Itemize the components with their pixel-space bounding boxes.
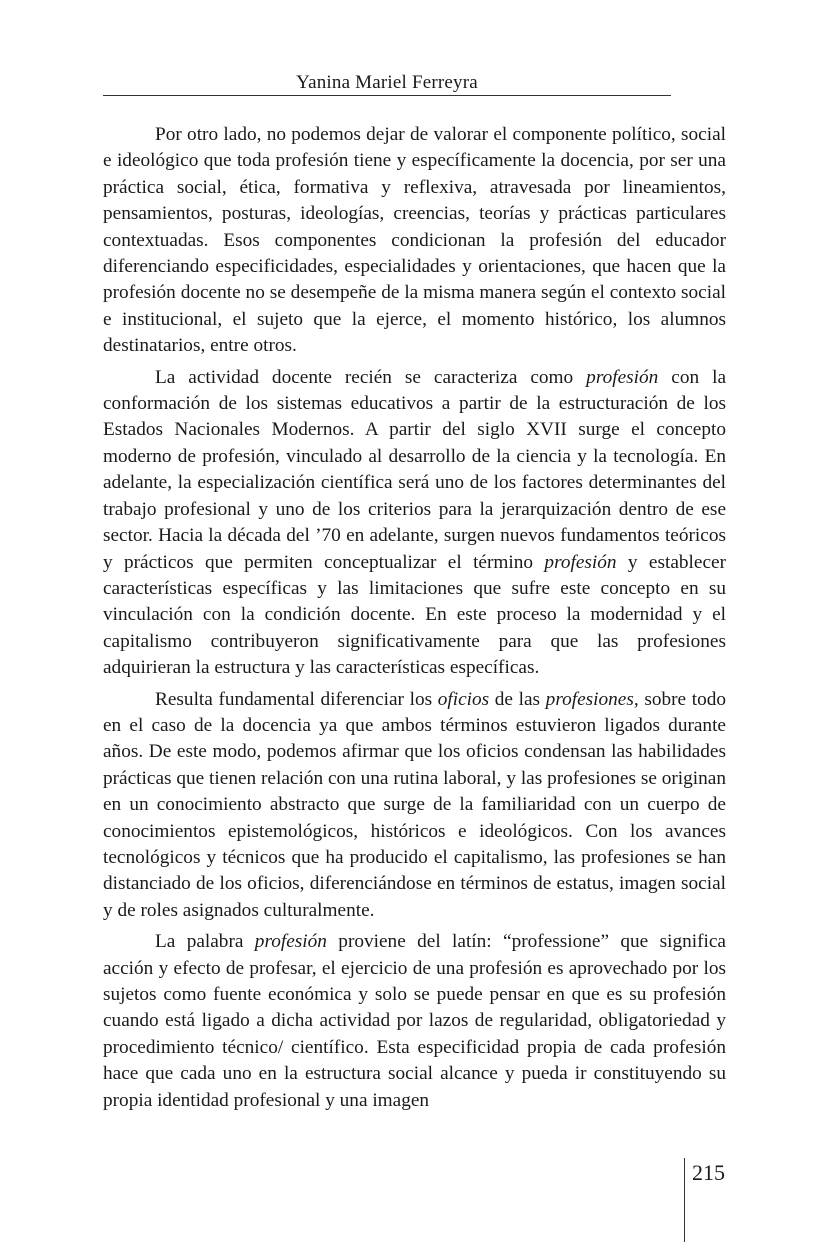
paragraph-4-text: La palabra — [155, 931, 255, 953]
italic-term: profesión — [254, 931, 327, 953]
paragraph-4-text: proviene del latín: “professione” que significa acción y efecto de profesar, el ejercicio de una profesión es aprovechado por los sujetos como fuente económica y solo se puede pensar en que es su profesión cuando está ligado a dicha actividad por lazos de regularidad, obligatoriedad y procedimiento técnico/ científico. Esta especificidad propia de cada profesión hace que cada uno en la estructura social alcance y pueda ir constituyendo su propia identidad profesional y una imagen — [103, 931, 726, 1111]
paragraph-4 — [103, 929, 726, 1114]
paragraph-3-text: sobre todo en el caso de la docencia ya que ambos términos estuvieron ligados durante años. De este modo, podemos afirmar que los oficios condensan las habilidades prácticas que tienen relación con una rutina laboral, y las profesiones se originan en un conocimiento abstracto que surge de la familiaridad con un cuerpo de conocimientos epistemológicos, históricos e ideológicos. Con los avances tecnológicos y técnicos que ha producido el capitalismo, las profesiones se han distanciado de los oficios, diferenciándose en términos de estatus, imagen social y de roles asignados culturalmente. — [103, 688, 726, 921]
paragraph-3-text: de las — [489, 688, 546, 710]
paragraph-1 — [103, 122, 726, 360]
paragraph-2-text: y establecer características específicas y las limitaciones que sufre este concepto en su vinculación con la condición docente. En este proceso la modernidad y el capitalismo contribuyeron significativamente para que las profesiones adquirieran la estructura y las características específicas. — [103, 551, 726, 679]
italic-term: profesión — [544, 551, 617, 573]
page-number-rule — [684, 1158, 685, 1242]
body-text — [103, 122, 726, 1119]
paragraph-2-text: La actividad docente recién se caracteriza como — [155, 366, 587, 388]
paragraph-2 — [103, 365, 726, 682]
paragraph-1-text: Por otro lado, no podemos dejar de valorar el componente político, social e ideológico que toda profesión tiene y específicamente la docencia, por ser una práctica social, ética, formativa y reflexiva, atravesada por lineamientos, pensamientos, posturas, ideologías, creencias, teorías y prácticas particulares contextuadas. Esos componentes condicionan la profesión del educador diferenciando especificidades, especialidades y orientaciones, que hacen que la profesión docente no se desempeñe de la misma manera según el contexto social e institucional, el sujeto que la ejerce, el momento histórico, los alumnos destinatarios, entre otros. — [103, 124, 726, 357]
paragraph-3-text: Resulta fundamental diferenciar los — [155, 688, 438, 710]
header-rule — [103, 95, 671, 96]
italic-term: oficios — [437, 688, 490, 710]
page-number: 215 — [692, 1160, 725, 1185]
paragraph-3 — [103, 687, 726, 925]
italic-term: profesión — [586, 366, 659, 388]
paragraph-2-text: con la conformación de los sistemas educativos a partir de la estructuración de los Estados Nacionales Modernos. A partir del siglo XVII surge el concepto moderno de profesión, vinculado al desarrollo de la ciencia y la tecnología. En adelante, la especialización científica será uno de los factores determinantes del trabajo profesional y uno de los criterios para la jerarquización dentro de ese sector. Hacia la década del ’70 en adelante, surgen nuevos fundamentos teóricos y prácticos que permiten conceptualizar el término — [103, 366, 726, 573]
running-header: Yanina Mariel Ferreyra — [296, 72, 478, 93]
italic-term: profesiones, — [545, 688, 639, 710]
